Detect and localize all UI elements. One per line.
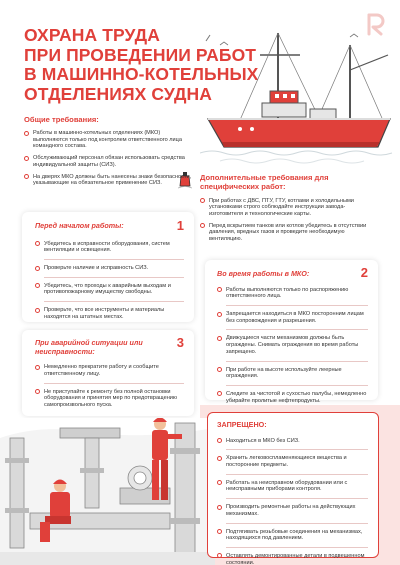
list-item	[35, 389, 184, 409]
list-item	[24, 130, 194, 150]
bullet-icon	[35, 283, 40, 288]
divider	[226, 547, 368, 548]
divider	[44, 301, 184, 302]
bullet-icon	[217, 287, 222, 292]
item-text: Производить ремонтные работы на действующих механизмах.	[226, 504, 356, 517]
list-item	[217, 529, 368, 542]
list-item	[217, 391, 368, 404]
bullet-icon	[24, 156, 29, 161]
bullet-icon	[217, 336, 222, 341]
bullet-icon	[217, 312, 222, 317]
list-item	[217, 367, 368, 380]
list-item	[35, 265, 184, 272]
divider	[226, 385, 368, 386]
bullet-icon	[217, 529, 222, 534]
list-item	[35, 241, 184, 254]
bullet-icon	[24, 174, 29, 179]
bird-icon	[220, 42, 228, 45]
before-work-card	[22, 212, 194, 322]
divider	[226, 474, 368, 475]
list-item	[35, 283, 184, 296]
item-text: Убедитесь в исправности оборудования, систем вентиляции и освещения.	[44, 240, 170, 254]
engine-room-icon	[0, 418, 215, 565]
bullet-icon	[35, 266, 40, 271]
divider	[226, 449, 368, 450]
title-line: ОТДЕЛЕНИЯХ СУДНА	[24, 83, 213, 104]
list-item	[35, 364, 184, 377]
list-item	[217, 335, 368, 355]
card-heading: При аварийной ситуации или неисправности:	[35, 338, 143, 356]
bullet-icon	[35, 389, 40, 394]
step-number: 3	[176, 335, 184, 350]
during-work-card	[205, 260, 378, 404]
item-text: Подтягивать резьбовые соединения на механизмах, находящихся под давлением.	[226, 528, 363, 542]
title-line: ОХРАНА ТРУДА	[24, 25, 160, 45]
item-text: При работе на высоте используйте леерные ограждения.	[226, 366, 342, 380]
divider	[226, 523, 368, 524]
list-item	[217, 438, 368, 445]
list-item	[200, 198, 378, 218]
ship-icon	[200, 15, 395, 180]
item-text: Хранить легковоспламеняющиеся вещества и посторонние предметы.	[226, 455, 347, 468]
title-line: В МАШИННО-КОТЕЛЬНЫХ	[24, 64, 259, 84]
item-text: Движущиеся части механизмов должны быть ограждены. Снимать ограждения во время работы запрещено.	[226, 335, 359, 355]
bullet-icon	[217, 391, 222, 396]
bullet-icon	[217, 438, 222, 443]
item-text: Немедленно прекратите работу и сообщите ответственному лицу.	[44, 364, 159, 377]
item-text: Не приступайте к ремонту без полной остановки оборудования и принятия мер по предотвращению самопроизвольного пуска.	[44, 388, 178, 408]
bullet-icon	[24, 131, 29, 136]
section-heading: Общие требования:	[24, 115, 99, 124]
emergency-card	[22, 330, 194, 416]
forbidden-card	[207, 412, 379, 565]
list-item	[217, 287, 368, 300]
item-text: Работы выполняются только по распоряжению ответственного лица.	[226, 286, 349, 300]
list-item	[217, 504, 368, 517]
item-text: Перед вскрытием танков или котлов убедитесь в отсутствии давления, вредных газов и проведите необходимую вентиляцию.	[209, 222, 367, 243]
bullet-icon	[217, 553, 222, 558]
step-number: 2	[360, 265, 368, 280]
item-text: Работы в машинно-котельных отделениях (МКО) выполняются только под контролем ответственного лица командного состава.	[33, 130, 183, 150]
bullet-icon	[35, 365, 40, 370]
item-text: Запрещается находиться в МКО посторонним лицам без сопровождения и разрешения.	[226, 311, 364, 324]
item-text: На дверях МКО должны быть нанесены знаки безопасности, указывающие на обязательное применение СИЗ.	[33, 173, 192, 187]
list-item	[217, 480, 368, 493]
item-text: Работать на неисправном оборудовании или с неисправными приборами контроля.	[226, 479, 348, 493]
bullet-icon	[200, 223, 205, 228]
divider	[226, 329, 368, 330]
step-number: 1	[176, 218, 184, 233]
card-heading: ЗАПРЕЩЕНО:	[217, 420, 267, 429]
item-text: При работах с ДВС, ПТУ, ГТУ, котлами и холодильными установками строго соблюдайте инструкции завода-изготовителя и технологические карты.	[209, 197, 354, 217]
title-line: ПРИ ПРОВЕДЕНИИ РАБОТ	[24, 44, 257, 65]
divider	[44, 259, 184, 260]
list-item	[200, 223, 378, 243]
divider	[44, 277, 184, 278]
bullet-icon	[217, 367, 222, 372]
item-text: Проверьте наличие и исправность СИЗ.	[44, 265, 149, 271]
item-text: Находиться в МКО без СИЗ.	[226, 437, 300, 444]
card-heading: Во время работы в МКО:	[217, 269, 310, 278]
item-text: Проверьте, что все инструменты и материалы находятся на штатных местах.	[44, 307, 165, 320]
bullet-icon	[35, 308, 40, 313]
list-item	[24, 174, 194, 187]
item-text: Убедитесь, что проходы к аварийным выходам и противопожарному имуществу свободны.	[44, 282, 171, 296]
item-text: Обслуживающий персонал обязан использовать средства индивидуальной защиты (СИЗ).	[33, 155, 185, 168]
card-heading: Перед началом работы:	[35, 221, 124, 230]
divider	[44, 383, 184, 384]
bullet-icon	[35, 241, 40, 246]
section-heading: Дополнительные требования для специфических работ:	[200, 173, 329, 191]
item-text: Следите за чистотой и сухостью палубы, немедленно убирайте пролитые нефтепродукты.	[226, 390, 367, 404]
list-item	[217, 455, 368, 468]
divider	[226, 305, 368, 306]
item-text: Оставлять демонтированные детали в подвешенном состоянии.	[226, 552, 365, 565]
divider	[226, 361, 368, 362]
bullet-icon	[217, 456, 222, 461]
bullet-icon	[217, 505, 222, 510]
general-section	[24, 115, 194, 192]
divider	[226, 498, 368, 499]
list-item	[35, 307, 184, 320]
specific-section	[200, 174, 378, 248]
bullet-icon	[217, 480, 222, 485]
list-item	[217, 311, 368, 324]
list-item	[217, 553, 368, 565]
bullet-icon	[200, 198, 205, 203]
list-item	[24, 155, 194, 168]
